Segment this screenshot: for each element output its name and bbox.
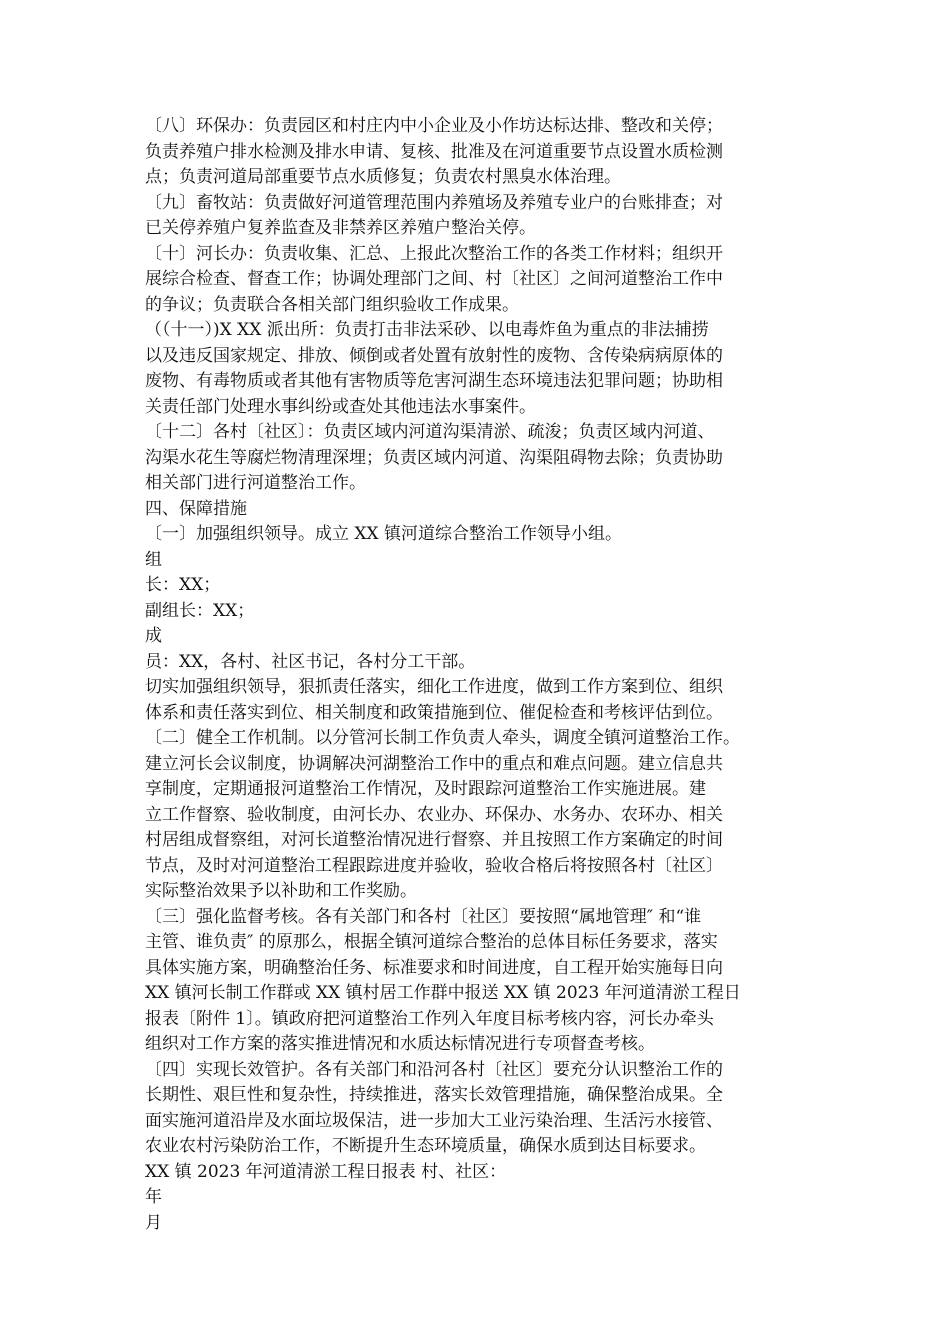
text-line: 立工作督察、验收制度，由河长办、农业办、环保办、水务办、农环办、相关: [145, 804, 723, 825]
text-line: 主管、谁负责″ 的原那么，根据全镇河道综合整治的总体目标任务要求，落实: [145, 932, 718, 952]
text-line: 组: [145, 549, 162, 570]
text-line: 面实施河道沿岸及水面垃圾保洁，进一步加大工业污染治理、生活污水接管、: [145, 1110, 723, 1131]
text-line: 节点，及时对河道整治工程跟踪进度并验收，验收合格后将按照各村〔社区〕: [145, 855, 723, 876]
text-line: 报表〔附件 1〕。镇政府把河道整治工作列入年度目标考核内容，河长办牵头: [145, 1008, 714, 1029]
text-line: 体系和责任落实到位、相关制度和政策措施到位、催促检查和考核评估到位。: [145, 702, 723, 723]
text-line: 〔二〕健全工作机制。以分管河长制工作负责人牵头，调度全镇河道整治工作。: [145, 728, 740, 748]
text-line: 长：XX；: [145, 575, 221, 595]
text-line: XX 镇 2023 年河道清淤工程日报表 村、社区：: [145, 1161, 507, 1182]
text-line: 切实加强组织领导，狠抓责任落实，细化工作进度，做到工作方案到位、组织: [145, 677, 723, 697]
text-line: 已关停养殖户复养监查及非禁养区养殖户整治关停。: [145, 218, 536, 238]
text-line: 具体实施方案，明确整治任务、标准要求和时间进度，自工程开始实施每日向: [145, 957, 723, 978]
text-line: 以及违反国家规定、排放、倾倒或者处置有放射性的废物、含传染病病原体的: [145, 345, 723, 366]
text-line: 废物、有毒物质或者其他有害物质等危害河湖生态环境违法犯罪问题；协助相: [145, 371, 723, 391]
text-line: 实际整治效果予以补助和工作奖励。: [145, 881, 417, 901]
text-line: 〔八〕环保办：负责园区和村庄内中小企业及小作坊达标达排、整改和关停；: [145, 116, 723, 136]
text-line: 组织对工作方案的落实推进情况和水质达标情况进行专项督查考核。: [145, 1034, 655, 1054]
text-line: 建立河长会议制度，协调解决河湖整治工作中的重点和难点问题。建立信息共: [145, 753, 723, 774]
document-body: [145, 114, 825, 1236]
text-line: （（十一）)X XX 派出所：负责打击非法采砂、以电毒炸鱼为重点的非法捕捞: [145, 320, 709, 340]
text-line: XX 镇河长制工作群或 XX 镇村居工作群中报送 XX 镇 2023 年河道清淤工程日: [145, 983, 741, 1003]
text-line: 农业农村污染防治工作，不断提升生态环境质量，确保水质到达目标要求。: [145, 1136, 706, 1156]
text-line: 月: [145, 1212, 162, 1233]
text-line: 关责任部门处理水事纠纷或查处其他违法水事案件。: [145, 396, 536, 417]
text-line: 享制度，定期通报河道整治工作情况，及时跟踪河道整治工作实施进展。建: [145, 779, 706, 799]
text-line: 〔九〕畜牧站：负责做好河道管理范围内养殖场及养殖专业户的台账排查；对: [145, 192, 723, 213]
text-line: 负责养殖户排水检测及排水申请、复核、批准及在河道重要节点设置水质检测: [145, 141, 723, 162]
text-line: 村居组成督察组，对河长道整治情况进行督察、并且按照工作方案确定的时间: [145, 830, 723, 850]
text-line: 〔四〕实现长效管护。各有关部门和沿河各村〔社区〕要充分认识整治工作的: [145, 1059, 723, 1080]
text-line: 展综合检查、督查工作；协调处理部门之间、村〔社区〕之间河道整治工作中: [145, 269, 723, 289]
text-line: 〔十二〕各村〔社区〕：负责区域内河道沟渠清淤、疏浚；负责区域内河道、: [145, 422, 715, 442]
text-line: 成: [145, 626, 162, 646]
text-line: 副组长：XX；: [145, 600, 255, 621]
text-line: 沟渠水花生等腐烂物清理深埋；负责区域内河道、沟渠阻碍物去除；负责协助: [145, 447, 723, 468]
text-line: 员：XX，各村、社区书记，各村分工干部。: [145, 651, 476, 672]
text-line: 点；负责河道局部重要节点水质修复；负责农村黑臭水体治理。: [145, 167, 621, 187]
text-line: 〔三〕强化监督考核。各有关部门和各村〔社区〕要按照“属地管理″ 和“谁: [145, 906, 702, 927]
text-line: 的争议；负责联合各相关部门组织验收工作成果。: [145, 294, 519, 315]
text-line: 〔一〕加强组织领导。成立 XX 镇河道综合整治工作领导小组。: [145, 524, 623, 544]
text-line: 〔十〕河长办：负责收集、汇总、上报此次整治工作的各类工作材料；组织开: [145, 243, 723, 264]
text-line: 年: [145, 1187, 162, 1207]
section-heading: 四、保障措施: [145, 498, 247, 519]
text-line: 相关部门进行河道整治工作。: [145, 473, 366, 493]
text-line: 长期性、艰巨性和复杂性，持续推进，落实长效管理措施，确保整治成果。全: [145, 1085, 723, 1105]
